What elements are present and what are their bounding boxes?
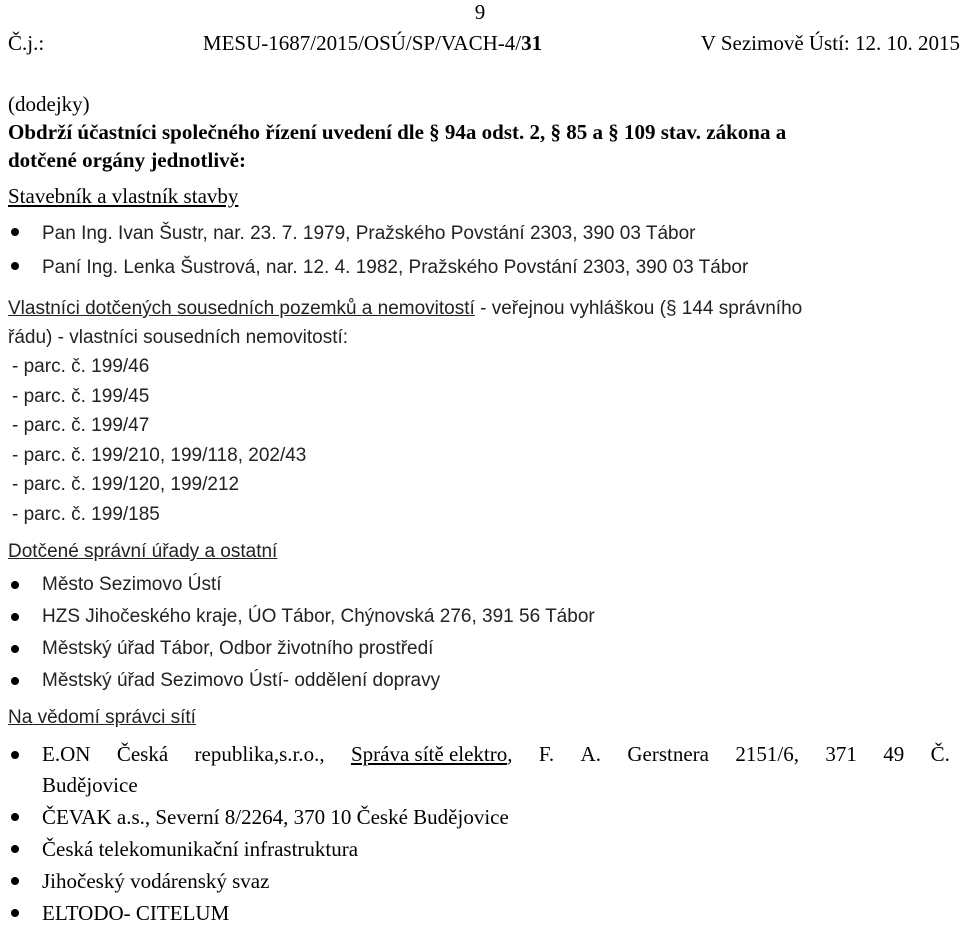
eon-division: Správa sítě elektro <box>350 742 508 766</box>
list-item: Městský úřad Sezimovo Ústí- oddělení dopravy <box>8 665 953 697</box>
recipients-heading-line2: dotčené orgány jednotlivě: <box>8 148 246 172</box>
owners-heading-line2: řádu) - vlastníci sousedních nemovitostí: <box>8 327 349 348</box>
list-item: Paní Ing. Lenka Šustrová, nar. 12. 4. 1982, Pražského Povstání 2303, 390 03 Tábor <box>8 250 953 284</box>
owners-heading-line1: Vlastníci dotčených sousedních pozemků a nemovitostí - veřejnou vyhláškou (§ 144 správního <box>8 298 803 319</box>
document-header <box>8 30 960 56</box>
list-item: ELTODO- CITELUM <box>8 897 953 929</box>
parcel-list <box>8 352 953 529</box>
list-item: Město Sezimovo Ústí <box>8 569 953 601</box>
reference-label: Č.j.: <box>8 31 45 55</box>
list-item: - parc. č. 199/210, 199/118, 202/43 <box>12 444 307 466</box>
network-admins-list <box>8 739 953 929</box>
document-body <box>8 90 953 929</box>
builder-heading: Stavebník a vlastník stavby <box>8 184 239 208</box>
list-item: Pan Ing. Ivan Šustr, nar. 23. 7. 1979, Pražského Povstání 2303, 390 03 Tábor <box>8 216 953 250</box>
page-number: 9 <box>474 0 486 24</box>
reference-suffix: 31 <box>521 31 543 55</box>
list-item: Městský úřad Tábor, Odbor životního prostředí <box>8 633 953 665</box>
list-item <box>8 739 953 801</box>
list-item: - parc. č. 199/185 <box>12 503 160 525</box>
list-item: Jihočeský vodárenský svaz <box>8 865 953 897</box>
network-admins-heading: Na vědomí správci sítí <box>8 707 196 728</box>
dodejky-label: (dodejky) <box>8 92 90 116</box>
list-item: ČEVAK a.s., Severní 8/2264, 370 10 České Budějovice <box>8 801 953 833</box>
authorities-list <box>8 569 953 697</box>
list-item: Česká telekomunikační infrastruktura <box>8 833 953 865</box>
recipients-heading-line1: Obdrží účastníci společného řízení uvedení dle § 94a odst. 2, § 85 a § 109 stav. zákona a <box>8 120 787 144</box>
eon-line: E.ON Česká republika,s.r.o., Správa sítě elektro, F. A. Gerstnera 2151/6, 371 49 Č. <box>42 742 950 766</box>
place-date: V Sezimově Ústí: 12. 10. 2015 <box>700 31 960 55</box>
list-item: - parc. č. 199/47 <box>12 415 150 436</box>
list-item: - parc. č. 199/46 <box>12 356 150 377</box>
eon-line2: Budějovice <box>42 773 138 797</box>
reference-number: MESU-1687/2015/OSÚ/SP/VACH-4/31 <box>202 31 543 55</box>
list-item: - parc. č. 199/45 <box>12 385 150 407</box>
list-item: HZS Jihočeského kraje, ÚO Tábor, Chýnovská 276, 391 56 Tábor <box>8 601 953 633</box>
list-item: - parc. č. 199/120, 199/212 <box>12 474 240 495</box>
authorities-heading: Dotčené správní úřady a ostatní <box>8 541 278 562</box>
builder-list <box>8 216 953 284</box>
